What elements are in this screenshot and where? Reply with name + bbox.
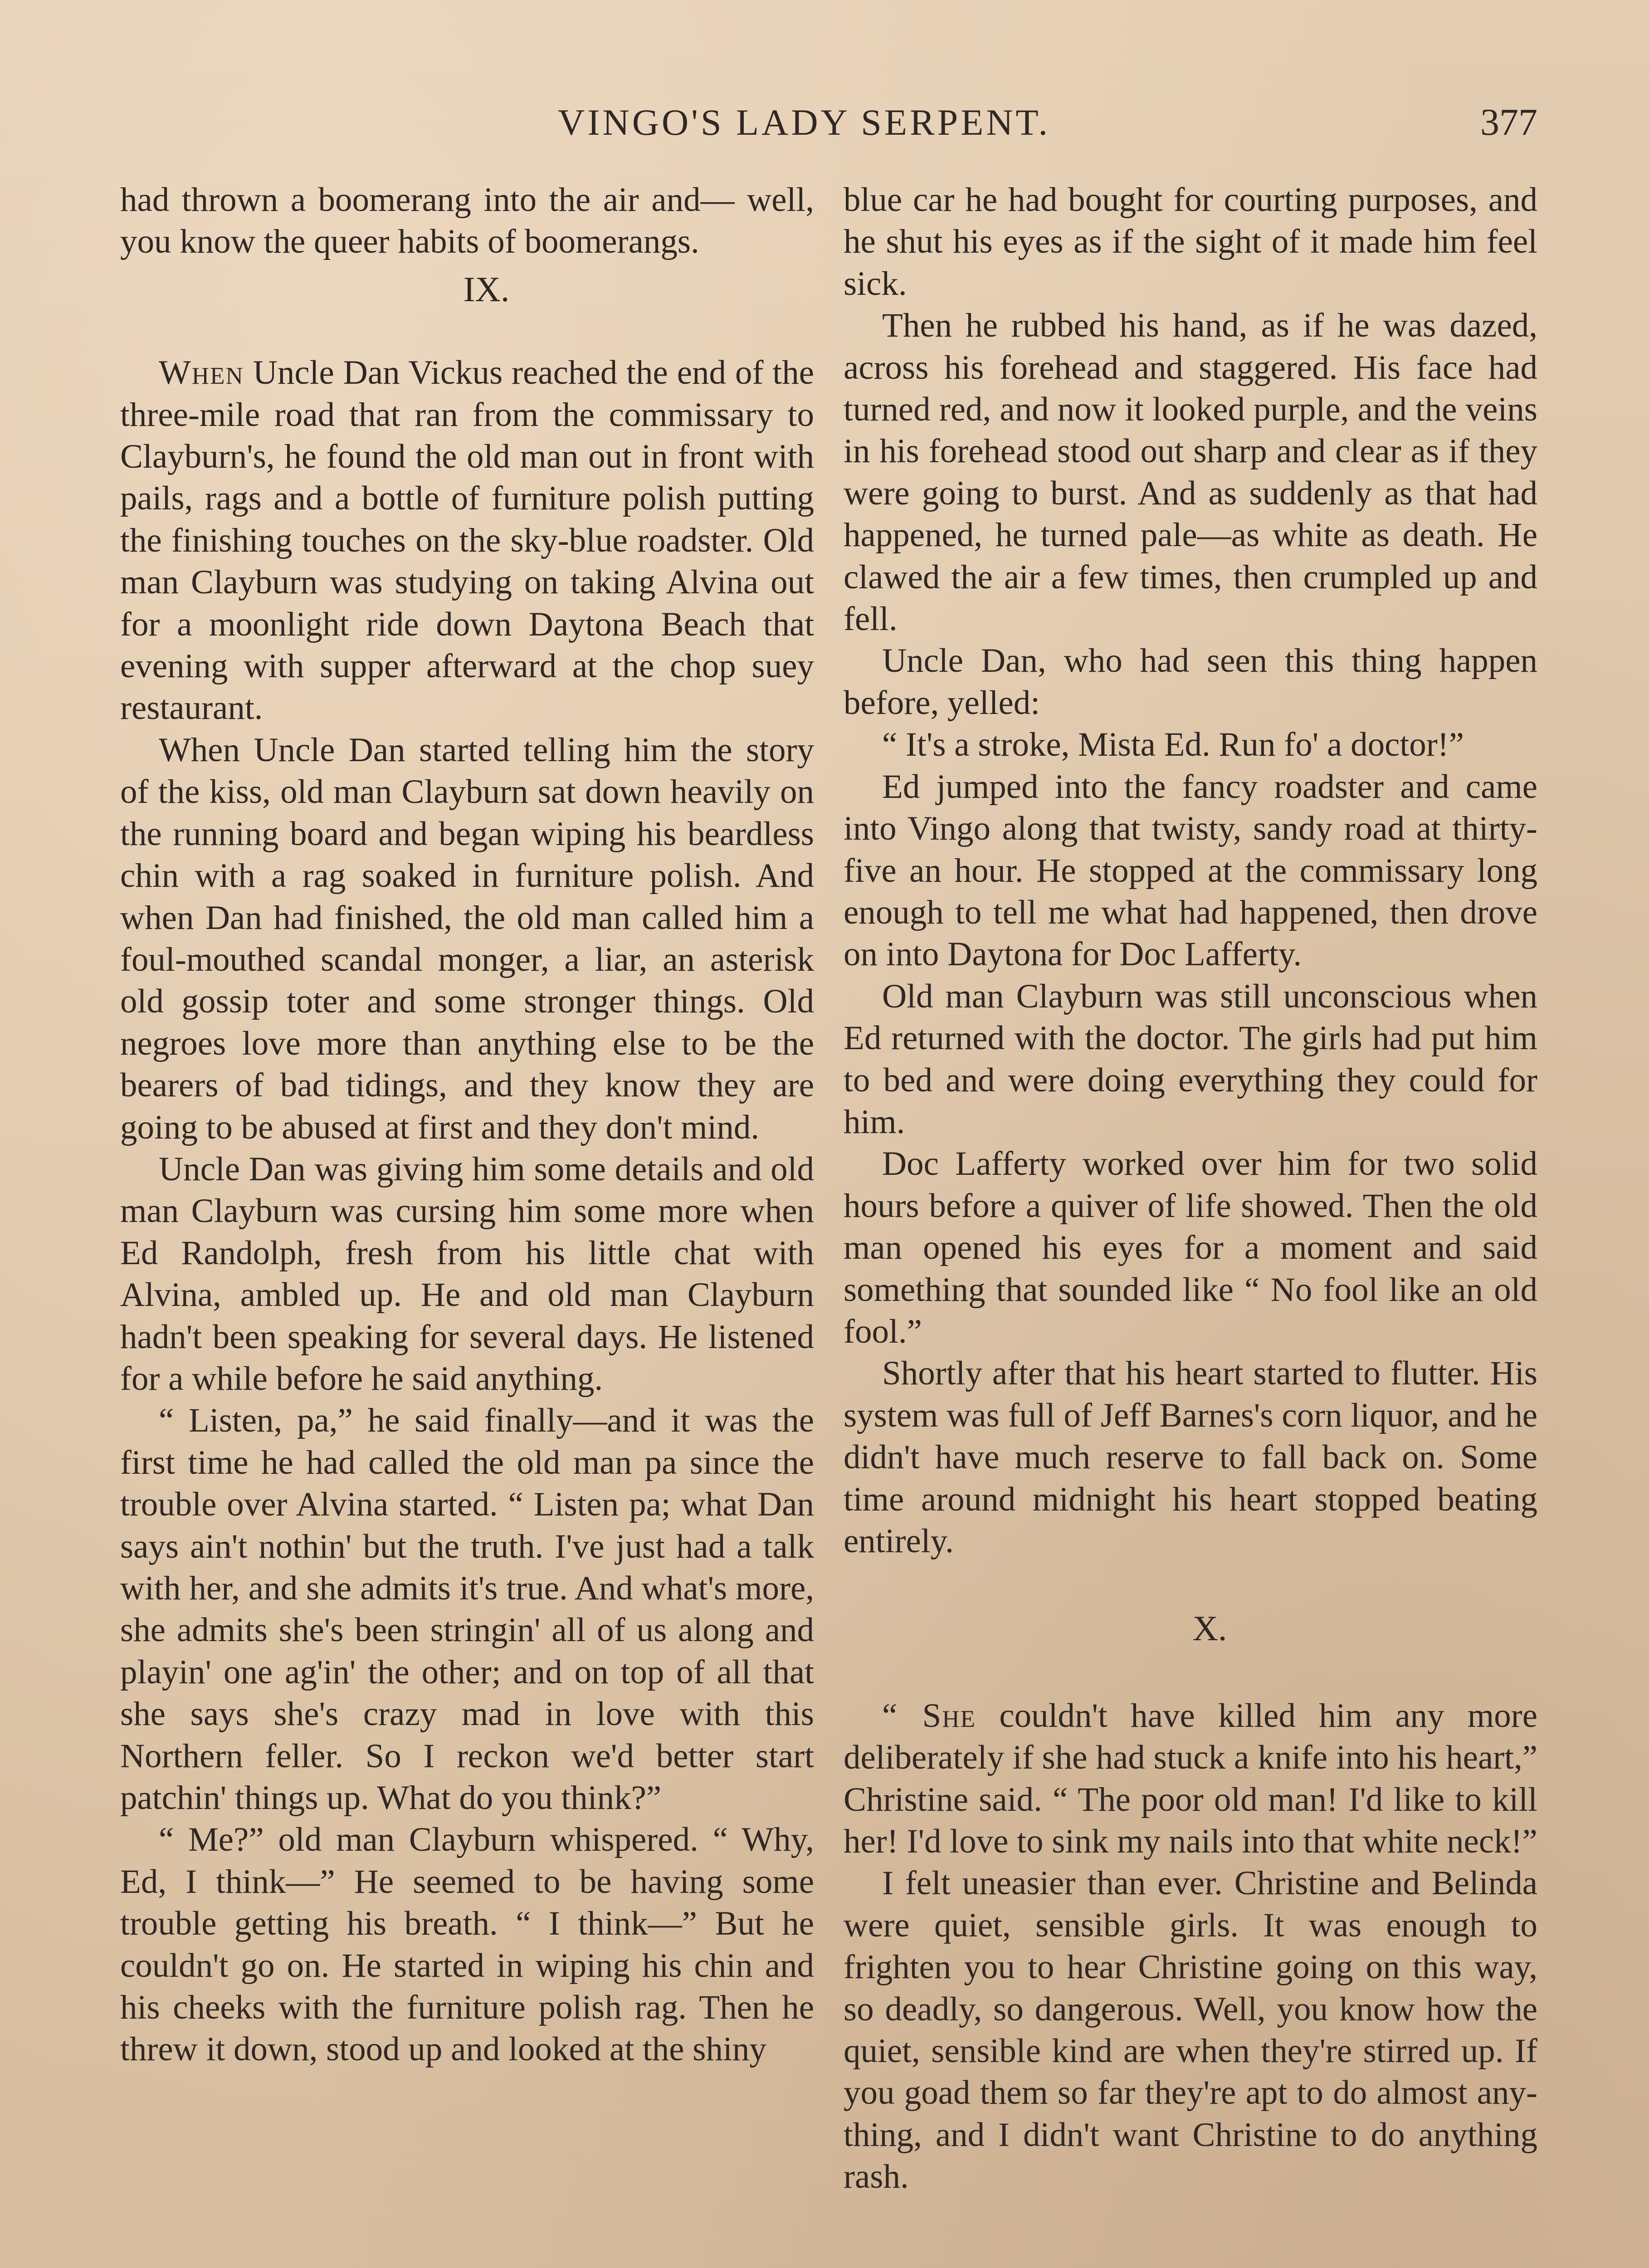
paragraph: Uncle Dan was giving him some details and old man Clayburn was cursing him some more when Ed Randolph, fresh from his little chat with Alvina, ambled up. He and old man Clayburn hadn't been speaking for several days. He listened for a while before he said anything. bbox=[120, 1150, 814, 1398]
paragraph: Uncle Dan, who had seen this thing happen before, yelled: bbox=[844, 642, 1537, 722]
drop-lead-word: “ She bbox=[882, 1696, 976, 1735]
paragraph: Ed jumped into the fancy roadster and came into Vingo along that twisty, sandy road at thirty-five an hour. He stopped at the commissary long enough to tell me what had happened, then drove on into Daytona for Doc Lafferty. bbox=[844, 767, 1537, 973]
paragraph: “ Me?” old man Clayburn whispered. “ Why, Ed, I think—” He seemed to be having some trouble getting his breath. “ I think—” But he couldn't go on. He started in wiping his chin and his cheeks with the furniture polish rag. Then he threw it down, stood up and looked at the shiny bbox=[120, 1821, 814, 2068]
paragraph: Shortly after that his heart started to flutter. His system was full of Jeff Barnes's corn liquor, and he didn't have much reserve to fall back on. Some time around midnight his heart stopped beating entirely. bbox=[844, 1354, 1537, 1560]
paragraph: Then he rubbed his hand, as if he was dazed, across his forehead and staggered. His face had turned red, and now it looked purple, and the veins in his forehead stood out sharp and clear as if they were going to burst. And as suddenly as that had happened, he turned pale—as white as death. He clawed the air a few times, then crumpled up and fell. bbox=[844, 307, 1537, 638]
paragraph: “ Listen, pa,” he said finally—and it was the first time he had called the old man pa since the trouble over Alvina started. “ Listen pa; what Dan says ain't nothin' but the truth. I've just had a talk with her, and she admits it's true. And what's more, she admits she's been stringin' all of us along and playin' one ag'in' the other; and on top of all that she says she's crazy mad in love with this Northern feller. So I reckon we'd better start patchin' things up. What do you think?” bbox=[120, 1402, 814, 1817]
paragraph: Doc Lafferty worked over him for two solid hours before a quiver of life showed. Then the old man opened his eyes for a moment and said something that sounded like “ No fool like an old fool.” bbox=[844, 1145, 1537, 1350]
section-heading-ix: IX. bbox=[463, 269, 510, 309]
page-header bbox=[104, 95, 1537, 150]
left-column bbox=[120, 179, 814, 2071]
right-column bbox=[844, 179, 1537, 2198]
paragraph: I felt uneasier than ever. Christine and Belinda were quiet, sensible girls. It was enough to frighten you to hear Christine going on this way, so deadly, so dangerous. Well, you know how the quiet, sensible kind are when they're stirred up. If you goad them so far they're apt to do almost anything, and I didn't want Christine to do anything rash. bbox=[844, 1864, 1537, 2196]
section-heading-x: X. bbox=[1192, 1608, 1227, 1648]
paragraph: “ It's a stroke, Mista Ed. Run fo' a doctor!” bbox=[882, 726, 1464, 764]
paragraph bbox=[120, 352, 814, 729]
paragraph bbox=[844, 1695, 1537, 1863]
paragraph-text: Uncle Dan Vickus reached the end of the three-mile road that ran from the commissary to Clayburn's, he found the old man out in front with pails, rags and a bottle of furniture polish putting the finishing touches on the sky-blue roadster. Old man Clayburn was studying on taking Alvina out for a moonlight ride down Daytona Beach that evening with supper afterward at the chop suey restaurant. bbox=[120, 354, 814, 727]
page-number: 377 bbox=[1480, 101, 1537, 143]
paragraph-text: couldn't have killed him any more deliberately if she had stuck a knife into his heart,” Christine said. “ The poor old man! I'd like to kill her! I'd love to sink my nails into that white neck!” bbox=[844, 1696, 1537, 1861]
paragraph: blue car he had bought for courting purposes, and he shut his eyes as if the sight of it made him feel sick. bbox=[844, 181, 1537, 303]
paragraph: Old man Clayburn was still unconscious when Ed returned with the doctor. The girls had put him to bed and were doing everything they could for him. bbox=[844, 977, 1537, 1141]
running-title: VINGO'S LADY SERPENT. bbox=[558, 102, 1051, 143]
drop-lead-word: When bbox=[159, 354, 244, 392]
paragraph: had thrown a boomerang into the air and— well, you know the queer habits of boomerangs. bbox=[120, 181, 814, 261]
paragraph: When Uncle Dan started telling him the story of the kiss, old man Clayburn sat down heavily on the running board and began wiping his beardless chin with a rag soaked in furniture polish. And when Dan had finished, the old man called him a foul-mouthed scandal monger, a liar, an asterisk old gossip toter and some stronger things. Old negroes love more than anything else to be the bearers of bad tidings, and they know they are going to be abused at first and they don't mind. bbox=[120, 731, 814, 1146]
